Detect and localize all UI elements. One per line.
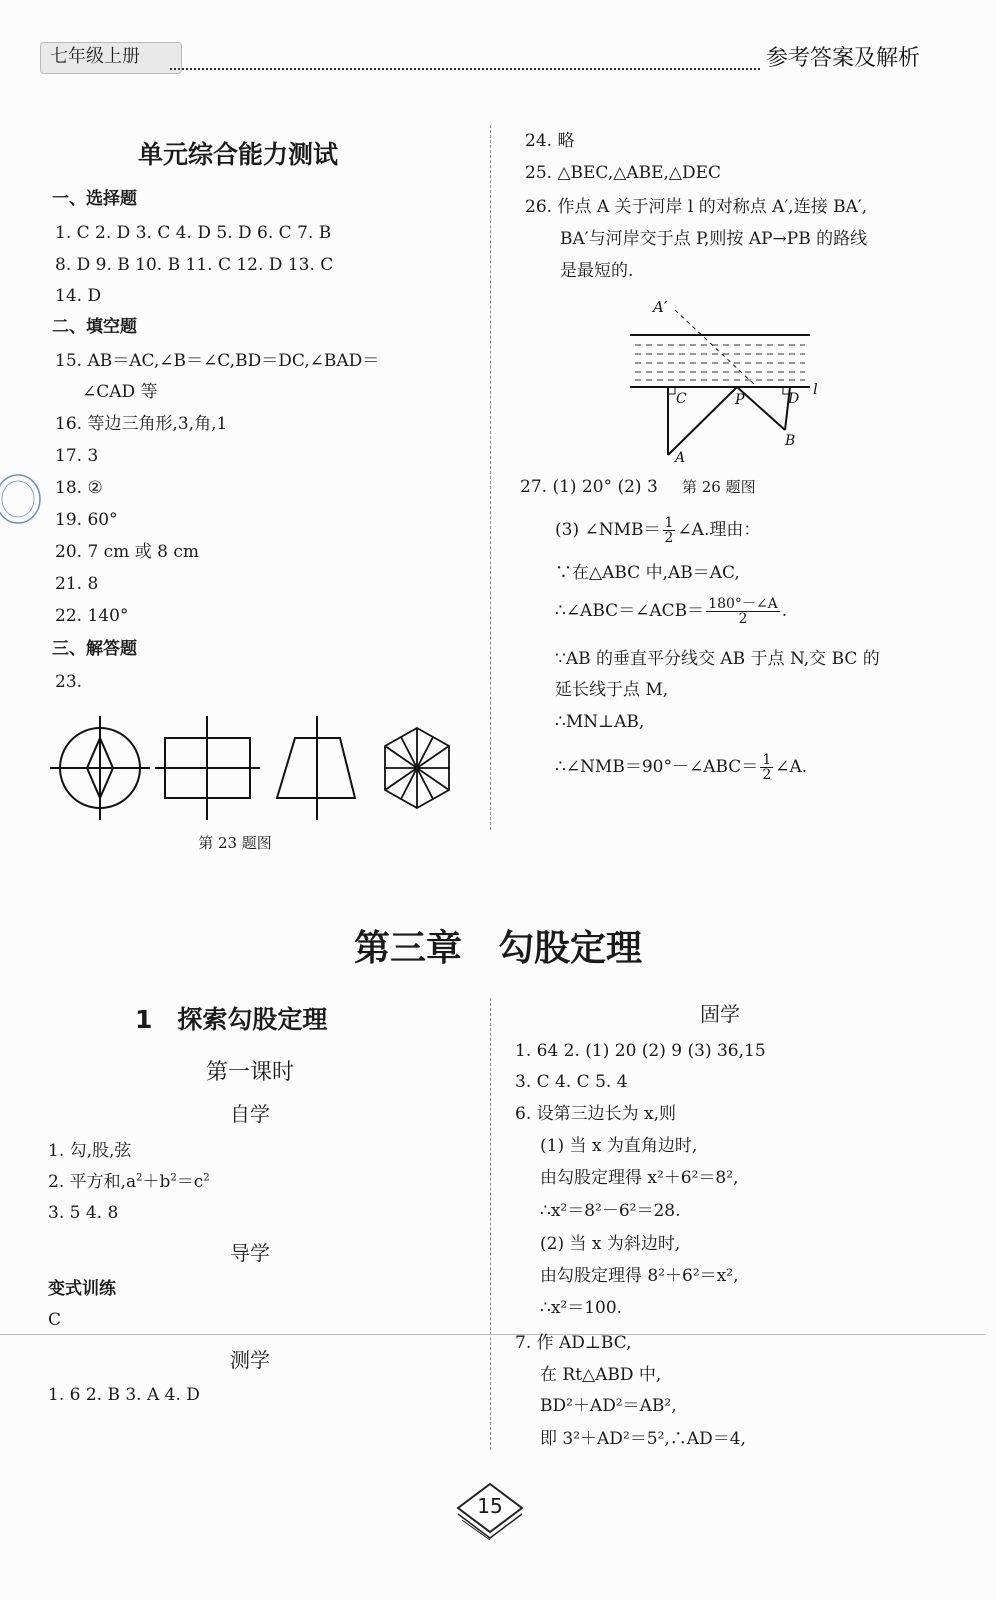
answer-16: 16. 等边三角形,3,角,1 <box>55 414 228 434</box>
answer-27f: 延长线于点 M, <box>555 680 669 700</box>
horizontal-rule <box>0 1334 985 1335</box>
answer-20: 20. 7 cm 或 8 cm <box>55 542 199 562</box>
figure-26-caption: 第 26 题图 <box>682 478 756 496</box>
zixue-heading: 自学 <box>230 1102 270 1126</box>
answer-27d <box>555 596 787 626</box>
fig23-circle-shape <box>50 716 150 820</box>
fig26-label-l: l <box>813 380 818 398</box>
figure-23 <box>45 708 465 828</box>
section-fill-in: 二、填空题 <box>52 317 137 337</box>
fraction-num: 180°－∠A <box>708 596 778 612</box>
answer-25: 25. △BEC,△ABE,△DEC <box>525 163 721 183</box>
guxue-10: 7. 作 AD⊥BC, <box>515 1333 632 1353</box>
zixue-2: 2. 平方和$,a^2+b^2=c^2$ <box>48 1172 210 1192</box>
answer-19: 19. 60° <box>55 510 118 530</box>
mc-answers-2: 8. D 9. B 10. B 11. C 12. D 13. C <box>55 255 334 275</box>
column-divider-top <box>490 125 491 830</box>
daoxue-heading: 导学 <box>230 1241 270 1265</box>
fraction-den: 2 <box>762 767 772 783</box>
page-number: 15 <box>477 1494 503 1518</box>
guxue-6: ∴x²＝8²－6²＝28. <box>540 1201 681 1221</box>
guxue-5: 由勾股定理得 x²＋6²＝8², <box>540 1168 739 1188</box>
mc-answers-3: 14. D <box>55 286 102 306</box>
fraction-num: 1 <box>762 752 772 768</box>
answer-15b: ∠CAD 等 <box>82 382 158 402</box>
unit-test-title: 单元综合能力测试 <box>138 140 339 169</box>
fraction-den: 2 <box>738 611 748 627</box>
fraction-half <box>760 753 773 782</box>
zixue-2-mid: ＋b <box>142 1172 171 1192</box>
fig23-hexagon-shape <box>385 728 449 808</box>
answer-23: 23. <box>55 672 83 692</box>
fraction-half <box>663 516 676 545</box>
zixue-2-pre: 2. 平方和,a <box>48 1172 137 1192</box>
guxue-12: BD²＋AD²＝AB², <box>540 1396 677 1416</box>
guxue-8: 由勾股定理得 8²＋6²＝x², <box>540 1266 739 1286</box>
answer-26a: 26. 作点 A 关于河岸 l 的对称点 A′,连接 BA′, <box>525 197 868 217</box>
cexue-1: 1. 6 2. B 3. A 4. D <box>48 1385 200 1405</box>
guxue-heading: 固学 <box>700 1002 740 1026</box>
fraction-angle <box>706 597 780 626</box>
stamp-image <box>0 470 44 528</box>
header-dotted-rule <box>170 68 760 70</box>
answer-27g: ∴MN⊥AB, <box>555 712 645 732</box>
fig26-label-a-prime: A′ <box>653 298 668 316</box>
answer-27h-post: ∠A. <box>775 757 808 777</box>
lesson-title: 第一课时 <box>205 1060 294 1085</box>
guxue-11: 在 Rt△ABD 中, <box>540 1365 662 1385</box>
answer-27d-pre: ∴∠ABC＝∠ACB＝ <box>555 601 705 621</box>
answer-27e: ∵AB 的垂直平分线交 AB 于点 N,交 BC 的 <box>555 649 880 669</box>
fig26-label-p: P <box>735 392 745 408</box>
answer-27a: 27. (1) 20° (2) 3 <box>520 477 658 497</box>
zixue-1: 1. 勾,股,弦 <box>48 1141 132 1161</box>
answer-15a: 15. AB＝AC,∠B＝∠C,BD＝DC,∠BAD＝ <box>55 351 380 371</box>
answer-18: 18. ② <box>55 478 103 498</box>
answer-27c: ∵在△ABC 中,AB＝AC, <box>555 563 740 583</box>
guxue-13: 即 3²＋AD²＝5²,∴AD＝4, <box>540 1429 746 1449</box>
answer-27d-post: . <box>781 601 788 621</box>
answer-22: 22. 140° <box>55 606 129 626</box>
fig26-label-b: B <box>785 433 796 449</box>
guxue-1: 1. 64 2. (1) 20 (2) 9 (3) 36,15 <box>515 1041 766 1061</box>
answer-27h <box>555 752 807 782</box>
fig23-rectangle-shape <box>155 716 260 820</box>
grade-tag-text: 七年级上册 <box>50 46 140 67</box>
guxue-9: ∴x²＝100. <box>540 1298 623 1318</box>
fig26-label-a: A <box>675 450 686 465</box>
cexue-heading: 测学 <box>230 1348 270 1372</box>
guxue-7: (2) 当 x 为斜边时, <box>540 1234 681 1254</box>
answer-24: 24. 略 <box>525 131 575 151</box>
answer-26c: 是最短的. <box>560 261 634 281</box>
answer-27b-pre: (3) ∠NMB＝ <box>555 520 661 540</box>
section-solutions: 三、解答题 <box>52 639 137 659</box>
fig23-trapezoid-shape <box>277 716 355 820</box>
answer-26b: BA′与河岸交于点 P,则按 AP→PB 的路线 <box>560 229 868 249</box>
answer-27b <box>555 515 760 545</box>
fraction-den: 2 <box>664 530 674 546</box>
mc-answers-1: 1. C 2. D 3. C 4. D 5. D 6. C 7. B <box>55 223 332 243</box>
figure-23-caption: 第 23 题图 <box>198 834 272 852</box>
chapter-title: 第三章 勾股定理 <box>353 928 642 969</box>
fig26-label-c: C <box>676 391 687 407</box>
section-title: 1 探索勾股定理 <box>135 1005 328 1034</box>
answer-27b-post: ∠A.理由： <box>677 520 761 540</box>
fig26-label-d: D <box>788 391 800 407</box>
zixue-2-post: ＝c <box>176 1172 204 1192</box>
guxue-3: 6. 设第三边长为 x,则 <box>515 1104 677 1124</box>
answer-21: 21. 8 <box>55 574 99 594</box>
column-divider-bottom <box>490 998 491 1450</box>
fraction-num: 1 <box>664 515 674 531</box>
figure-26 <box>625 290 825 465</box>
section-multiple-choice: 一、选择题 <box>52 189 137 209</box>
answer-27h-pre: ∴∠NMB＝90°－∠ABC＝ <box>555 757 759 777</box>
answer-17: 17. 3 <box>55 446 99 466</box>
header-right-title: 参考答案及解析 <box>766 46 921 71</box>
guxue-2: 3. C 4. C 5. 4 <box>515 1072 628 1092</box>
bianshi-heading: 变式训练 <box>48 1279 116 1299</box>
guxue-4: (1) 当 x 为直角边时, <box>540 1136 698 1156</box>
zixue-3: 3. 5 4. 8 <box>48 1203 119 1223</box>
bianshi-answer: C <box>48 1310 62 1330</box>
